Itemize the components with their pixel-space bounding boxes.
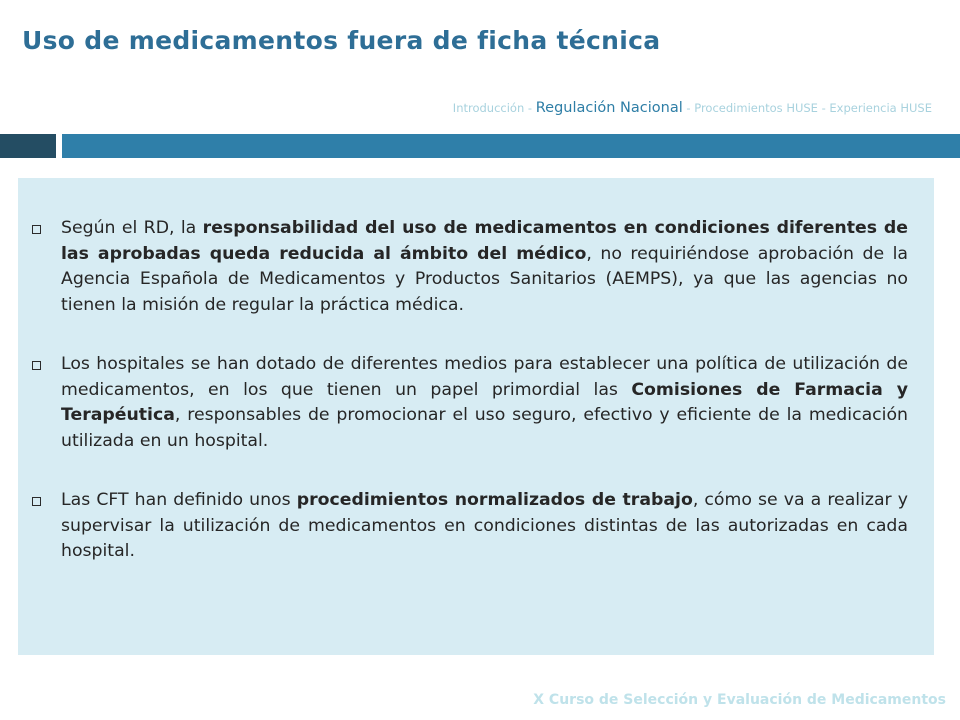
header-bar (62, 134, 960, 158)
bullet-text-plain: , cómo se va a realizar y supervisar la utilización de medicamentos en condiciones distintas de las autorizadas en cada hospital. (61, 490, 908, 561)
bullet-text-plain: Los hospitales se han dotado de diferentes medios para establecer una política de utilización de medicamentos, en los que tienen un papel primordial las (61, 354, 908, 400)
bullet-text (61, 488, 908, 565)
footer-caption: X Curso de Selección y Evaluación de Medicamentos (533, 692, 946, 708)
hollow-square-icon (32, 497, 41, 506)
header-bar-dark (0, 134, 56, 158)
bullet-item (32, 352, 908, 454)
bullet-text-plain: Según el RD, la (61, 218, 203, 238)
bullet-text-plain: Las CFT han definido unos (61, 490, 297, 510)
bullet-text-bold: Comisiones de Farmacia y Terapéutica (61, 379, 908, 425)
breadcrumb (453, 100, 932, 116)
bullet-item (32, 216, 908, 318)
slide-title: Uso de medicamentos fuera de ficha técnica (22, 26, 661, 55)
bullet-text-plain: , responsables de promocionar el uso seguro, efectivo y eficiente de la medicación utilizada en un hospital. (61, 405, 908, 451)
content-box (18, 178, 934, 655)
hollow-square-icon (32, 225, 41, 234)
bullet-item (32, 488, 908, 565)
breadcrumb-intro: Introducción - (452, 101, 536, 115)
hollow-square-icon (32, 361, 41, 370)
breadcrumb-rest: - Procedimientos HUSE - Experiencia HUSE (682, 101, 932, 115)
bullet-text-bold: procedimientos normalizados de trabajo (296, 490, 693, 510)
bullet-text-plain: , no requiriéndose aprobación de la Agencia Española de Medicamentos y Productos Sanitarios (AEMPS), ya que las agencias no tienen la misión de regular la práctica médica. (61, 243, 908, 315)
bullet-text (61, 216, 908, 318)
bullet-text-bold: responsabilidad del uso de medicamentos en condiciones diferentes de las aprobadas queda reducida al ámbito del médico (61, 218, 908, 264)
bullet-text (61, 352, 908, 454)
breadcrumb-current: Regulación Nacional (535, 100, 683, 116)
